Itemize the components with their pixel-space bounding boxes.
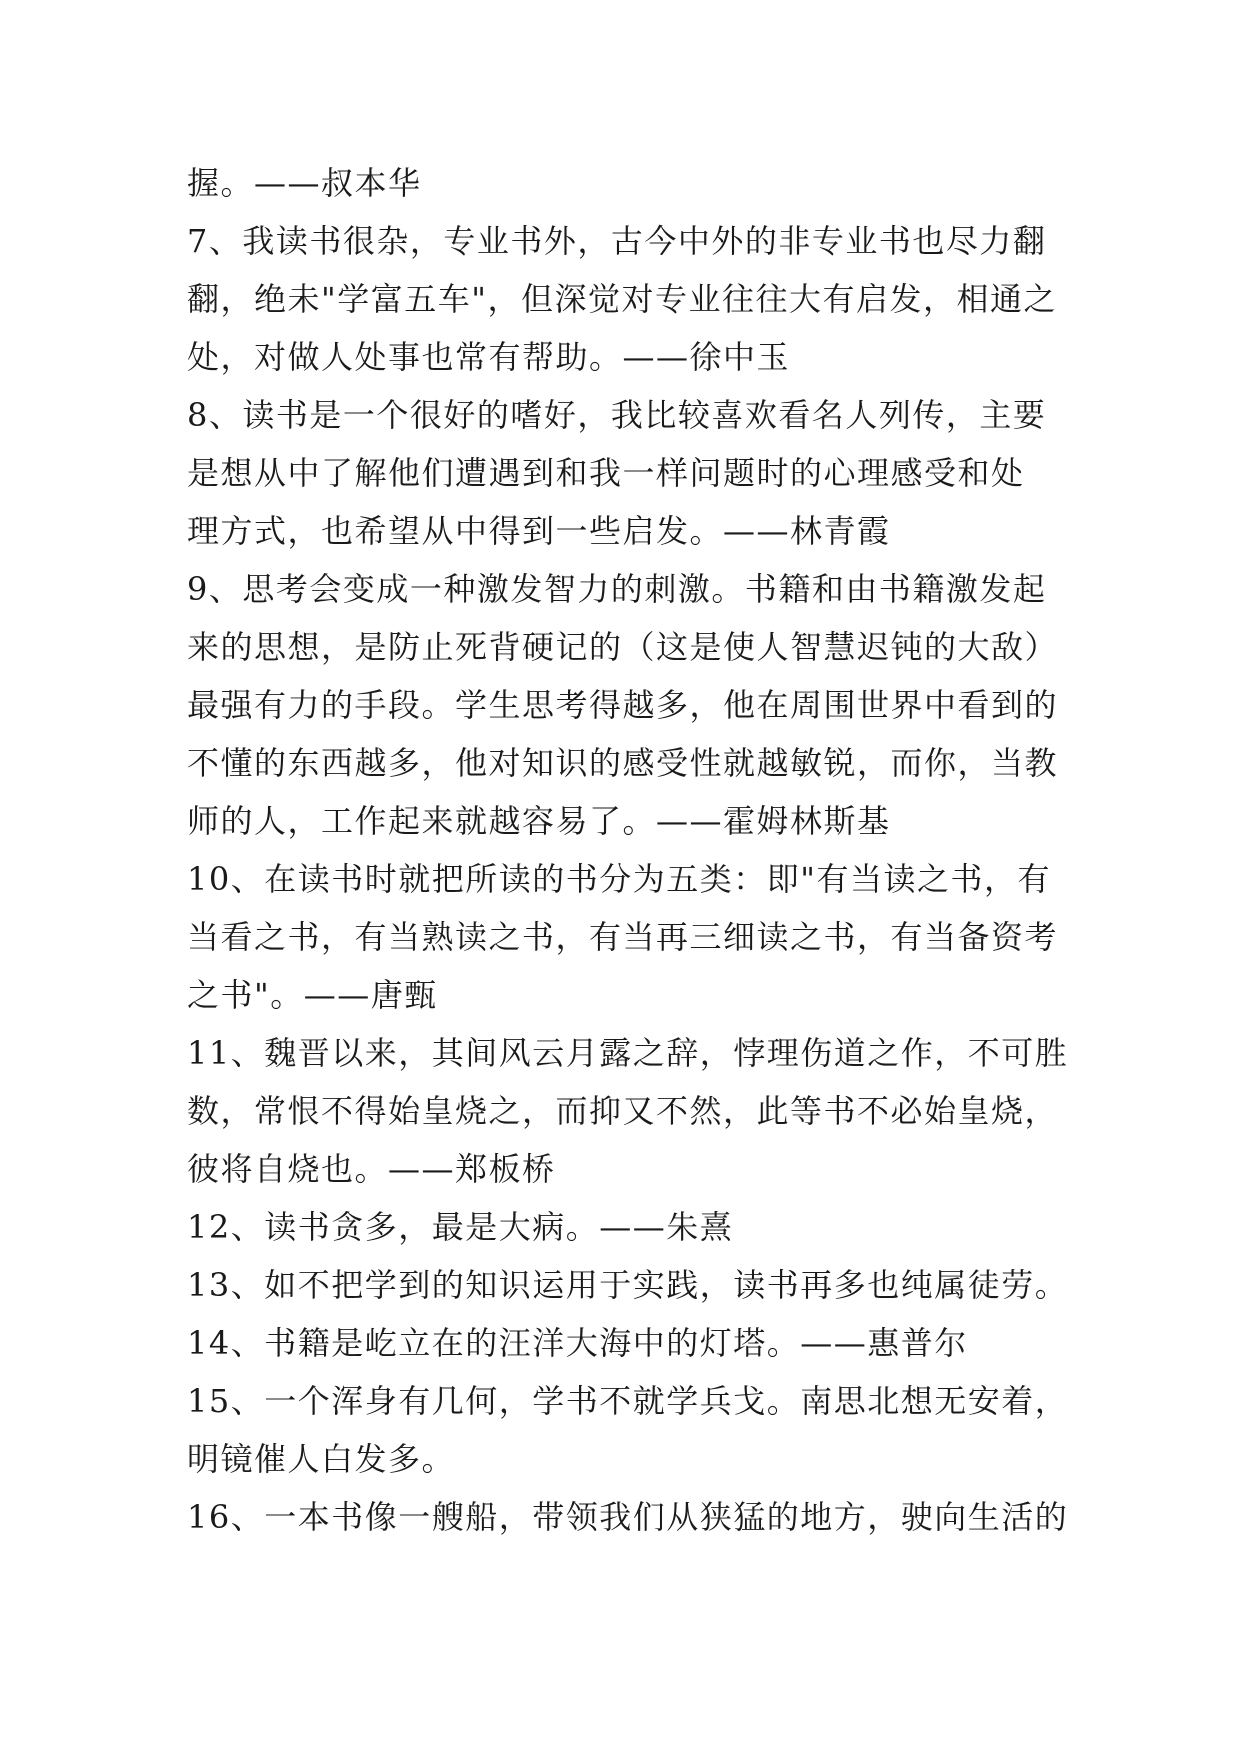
text-line: 不懂的东西越多，他对知识的感受性就越敏锐，而你，当教 [187, 744, 1059, 782]
text-line: 处，对做人处事也常有帮助。——徐中玉 [187, 338, 791, 376]
text-line: 当看之书，有当熟读之书，有当再三细读之书，有当备资考 [187, 918, 1059, 956]
text-line: 是想从中了解他们遭遇到和我一样问题时的心理感受和处 [187, 454, 1025, 492]
text-line: 明镜催人白发多。 [187, 1440, 456, 1478]
text-line: 师的人，工作起来就越容易了。——霍姆林斯基 [187, 802, 891, 840]
text-line: 之书"。——唐甄 [187, 976, 438, 1014]
text-line: 翻，绝未"学富五车"，但深觉对专业往往大有启发，相通之 [187, 280, 1057, 318]
text-line: 7、我读书很杂，专业书外，古今中外的非专业书也尽力翻 [187, 222, 1047, 260]
text-line: 8、读书是一个很好的嗜好，我比较喜欢看名人列传，主要 [187, 396, 1047, 434]
document-body [187, 154, 1067, 1546]
text-line: 理方式，也希望从中得到一些启发。——林青霞 [187, 512, 891, 550]
text-line: 15、一个浑身有几何，学书不就学兵戈。南思北想无安着， [187, 1382, 1069, 1420]
text-line: 14、书籍是屹立在的汪洋大海中的灯塔。——惠普尔 [187, 1324, 968, 1362]
text-line: 13、如不把学到的知识运用于实践，读书再多也纯属徒劳。 [187, 1266, 1069, 1304]
text-line: 来的思想，是防止死背硬记的（这是使人智慧迟钝的大敌） [187, 628, 1059, 666]
text-line: 12、读书贪多，最是大病。——朱熹 [187, 1208, 734, 1246]
text-line: 彼将自烧也。——郑板桥 [187, 1150, 556, 1188]
text-line: 9、思考会变成一种激发智力的刺激。书籍和由书籍激发起 [187, 570, 1047, 608]
text-line: 数，常恨不得始皇烧之，而抑又不然，此等书不必始皇烧， [187, 1092, 1059, 1130]
text-line: 16、一本书像一艘船，带领我们从狭猛的地方，驶向生活的 [187, 1498, 1069, 1536]
text-line: 10、在读书时就把所读的书分为五类：即"有当读之书，有 [187, 860, 1051, 898]
text-line: 最强有力的手段。学生思考得越多，他在周围世界中看到的 [187, 686, 1059, 724]
text-line: 握。——叔本华 [187, 164, 422, 202]
text-line: 11、魏晋以来，其间风云月露之辞，悖理伤道之作，不可胜 [187, 1034, 1069, 1072]
